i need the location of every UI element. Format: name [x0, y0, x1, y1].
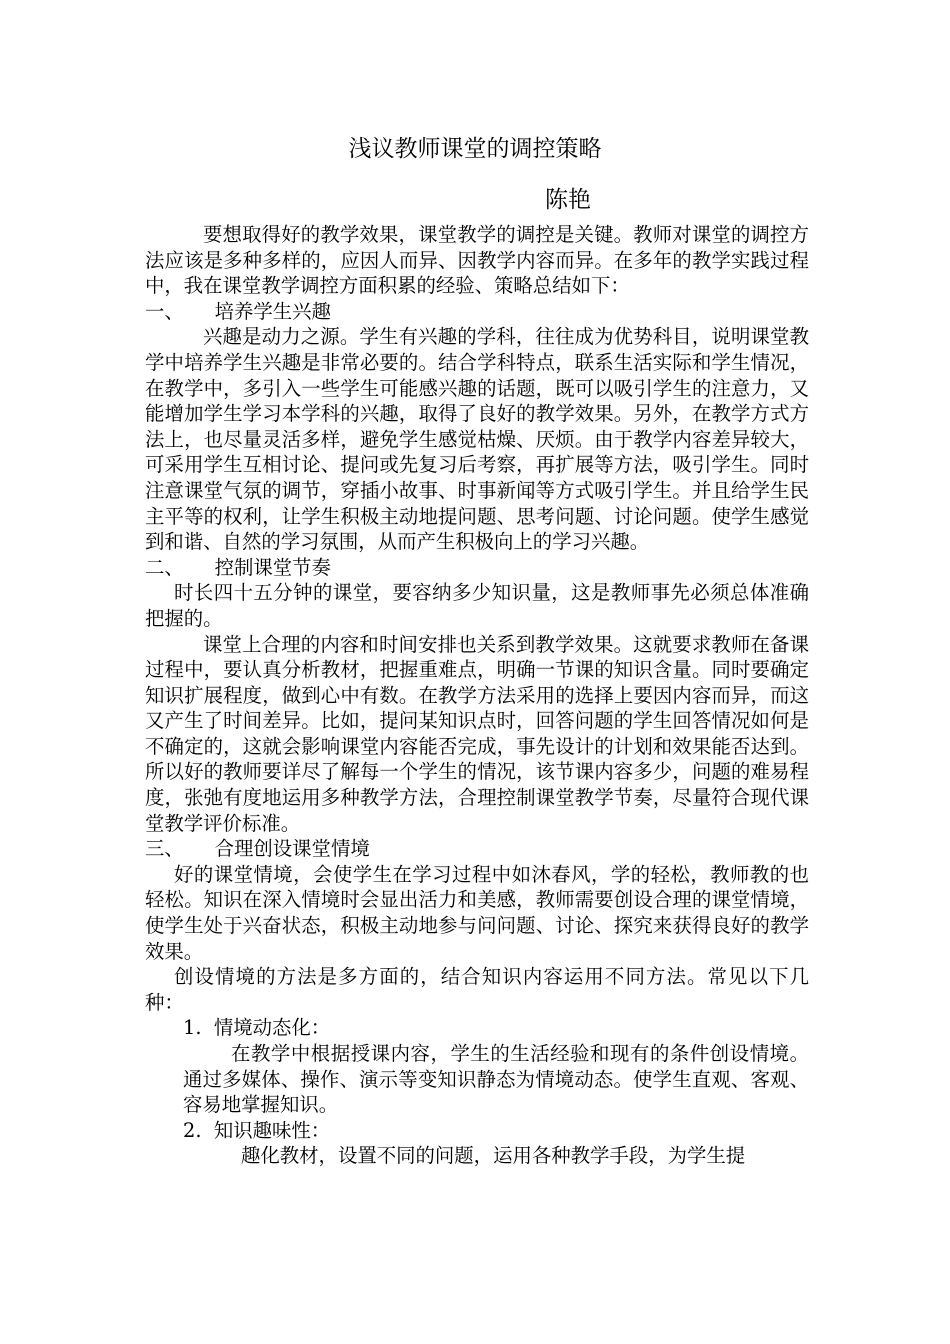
section-paragraph: 时长四十五分钟的课堂，要容纳多少知识量，这是教师事先必须总体准确把握的。 [145, 581, 809, 630]
list-item-number: 1. [183, 1016, 202, 1040]
author-name: 陈艳 [545, 187, 591, 213]
section-heading-3 [145, 836, 809, 862]
section-paragraph: 兴趣是动力之源。学生有兴趣的学科，往往成为优势科目，说明课堂教学中培养学生兴趣是非常必要的。结合学科特点，联系生活实际和学生情况，在教学中，多引入一些学生可能感兴趣的话题，既可以吸引学生的注意力，又能增加学生学习本学科的兴趣，取得了良好的教学效果。另外，在教学方式方法上，也尽量灵活多样，避免学生感觉枯燥、厌烦。由于教学内容差异较大，可采用学生互相讨论、提问或先复习后考察，再扩展等方法，吸引学生。同时注意课堂气氛的调节，穿插小故事、时事新闻等方式吸引学生。并且给学生民主平等的权利，让学生积极主动地提问题、思考问题、讨论问题。使学生感觉到和谐、自然的学习氛围，从而产生积极向上的学习兴趣。 [145, 325, 809, 554]
list-item-body: 趣化教材，设置不同的问题，运用各种教学手段，为学生提 [241, 1144, 746, 1168]
section-title: 控制课堂节奏 [214, 555, 331, 579]
list-item-body: 在教学中根据授课内容，学生的生活经验和现有的条件创设情境。通过多媒体、操作、演示等变知识静态为情境动态。使学生直观、客观、容易地掌握知识。 [183, 1042, 809, 1117]
list-item-heading [183, 1015, 809, 1041]
numbered-list [145, 1015, 809, 1169]
section-number: 二、 [145, 555, 184, 579]
section-number: 三、 [145, 837, 184, 861]
section-heading-1 [145, 299, 809, 325]
document-body [145, 222, 809, 1169]
intro-paragraph: 要想取得好的教学效果，课堂教学的调控是关键。教师对课堂的调控方法应该是多种多样的，应因人而异、因教学内容而异。在多年的教学实践过程中，我在课堂教学调控方面积累的经验、策略总结如下： [145, 223, 809, 298]
section-number: 一、 [145, 299, 184, 323]
list-item-title: 知识趣味性： [213, 1118, 331, 1142]
section-title: 培养学生兴趣 [214, 299, 331, 323]
section-paragraph: 好的课堂情境，会使学生在学习过程中如沐春风，学的轻松，教师教的也轻松。知识在深入情境时会显出活力和美感，教师需要创设合理的课堂情境，使学生处于兴奋状态，积极主动地参与问问题、讨论、探究来获得良好的教学效果。 [145, 862, 809, 963]
section-heading-2 [145, 555, 809, 581]
list-item-title: 情境动态化： [213, 1016, 331, 1040]
list-item-heading [183, 1118, 809, 1144]
section-paragraph: 创设情境的方法是多方面的，结合知识内容运用不同方法。常见以下几种： [145, 965, 809, 1014]
list-item-number: 2. [183, 1118, 202, 1142]
section-paragraph: 课堂上合理的内容和时间安排也关系到教学效果。这就要求教师在备课过程中，要认真分析教材，把握重难点，明确一节课的知识含量。同时要确定知识扩展程度，做到心中有数。在教学方法采用的选择上要因内容而异，而这又产生了时间差异。比如，提问某知识点时，回答问题的学生回答情况如何是不确定的，这就会影响课堂内容能否完成，事先设计的计划和效果能否达到。所以好的教师要详尽了解每一个学生的情况，该节课内容多少，问题的难易程度，张弛有度地运用多种教学方法，合理控制课堂教学节奏，尽量符合现代课堂教学评价标准。 [145, 632, 809, 835]
section-title: 合理创设课堂情境 [214, 837, 370, 861]
document-title: 浅议教师课堂的调控策略 [348, 136, 602, 162]
